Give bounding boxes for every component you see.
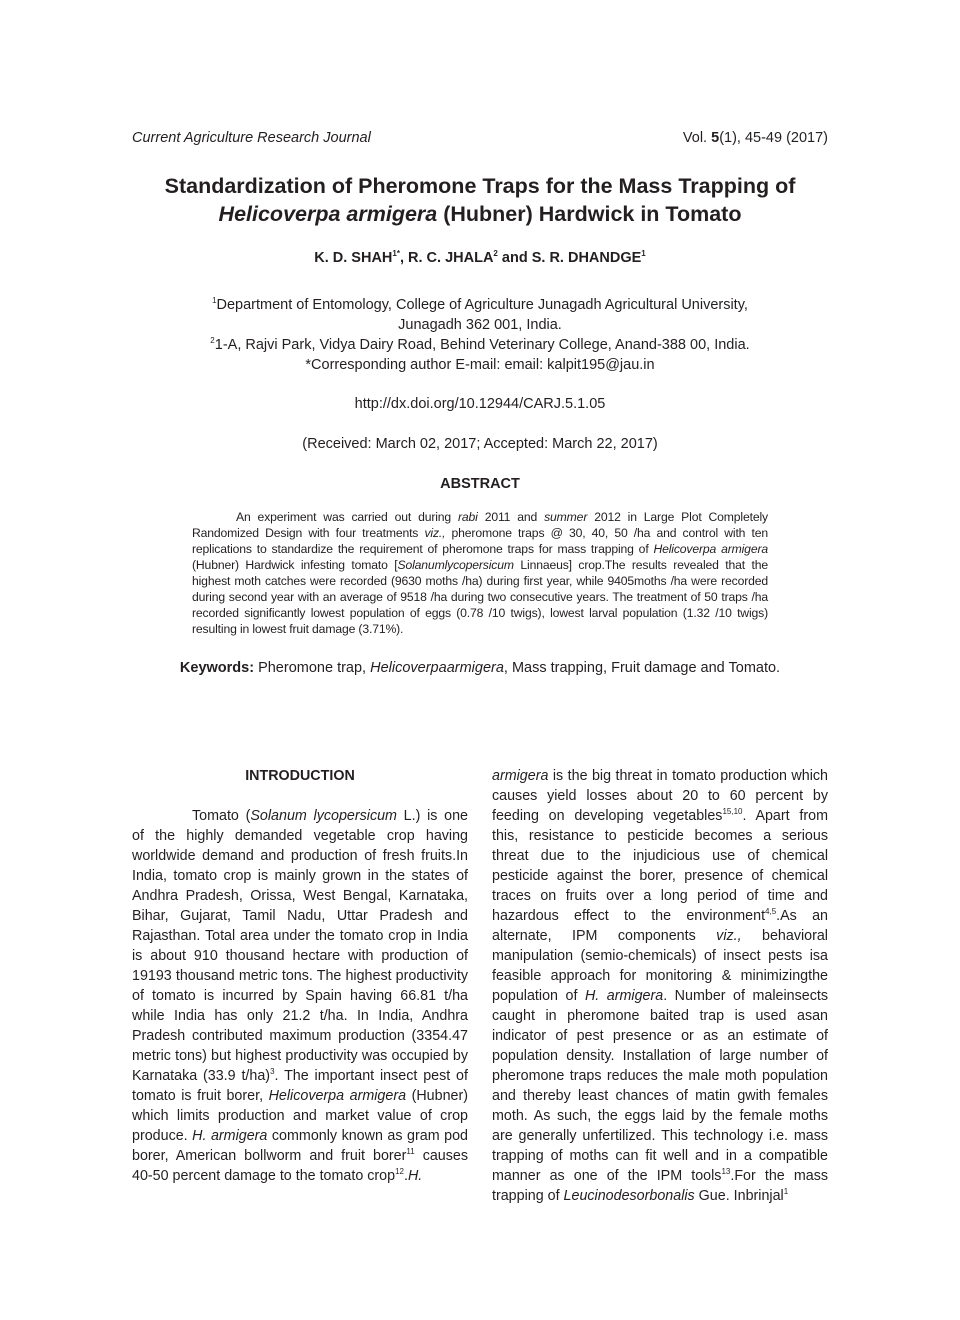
body-column-left: [132, 766, 468, 1186]
abstract-text: An experiment was carried out during rabi 2011 and summer 2012 in Large Plot Completely Randomized Design with four treatments viz., pheromone traps @ 30, 40, 50 /ha and control with ten replications to standardize the requirement of pheromone traps for mass trapping of Helicoverpa armigera (Hubner) Hardwick infesting tomato [Solanumlycopersicum Linnaeus] crop.The results revealed that the highest moth catches were recorded (9630 moths /ha) during first year, while 9405moths /ha were recorded during second year with an average of 9518 /ha during two consecutive years. The treatment of 50 traps /ha recorded significantly lowest population of eggs (0.78 /10 twigs), lowest larval population (1.32 /10 twigs) resulting in lowest fruit damage (3.71%).: [192, 510, 769, 636]
intro-paragraph: Tomato (Solanum lycopersicum L.) is one of the highly demanded vegetable crop having worldwide demand and production of fresh fruits.In India, tomato crop is mainly grown in the states of Andhra Pradesh, Orissa, West Bengal, Karnataka, Bihar, Gujarat, Tamil Nadu, Uttar Pradesh and Rajasthan. Total area under the tomato crop in India is about 910 thousand hectare with production of 19193 thousand metric tons. The highest productivity of tomato is incurred by Spain having 66.81 t/ha while India has only 21.2 t/ha. In India, Andhra Pradesh contributed maximum production (3354.47 metric tons) but highest productivity was occupied by Karnataka (33.9 t/ha)$^3$. The important insect pest of tomato is fruit borer, Helicoverpa armigera (Hubner) which limits production and market value of crop produce. H. armigera commonly known as gram pod borer, American bollworm and fruit borer$^{11}$ causes 40-50 percent damage to the tomato crop$^{12}$.H.: [132, 808, 468, 1184]
body-column-right: [492, 766, 828, 1206]
paper-title: Standardization of Pheromone Traps for the Mass Trapping of Helicoverpa armigera (Hubner) Hardwick in Tomato: [164, 174, 796, 226]
volume-info: Vol. 5(1), 45-49 (2017): [682, 130, 828, 146]
keywords: Keywords: Pheromone trap, Helicoverpaarmigera, Mass trapping, Fruit damage and Tomato.: [179, 660, 781, 676]
section-heading-introduction: INTRODUCTION: [245, 768, 355, 784]
doi-link[interactable]: http://dx.doi.org/10.12944/CARJ.5.1.05: [354, 396, 606, 412]
received-dates: (Received: March 02, 2017; Accepted: March 22, 2017): [302, 436, 658, 452]
affiliations: $^1$Department of Entomology, College of Agriculture Junagadh Agricultural University, Junagadh 362 001, India. $^2$1-A, Rajvi Park, Vidya Dairy Road, Behind Veterinary College, Anand-388 00, India. *Corresponding author E-mail: email: kalpit195@jau.in: [210, 296, 750, 373]
intro-paragraph-continued: armigera is the big threat in tomato production which causes yield losses about 20 to 60 percent by feeding on developing vegetables$^{15,10}$. Apart from this, resistance to pesticide becomes a serious threat due to the injudicious use of chemical pesticide against the borer, presence of chemical traces on fruits over a long period of time and hazardous effect to the environment$^{4,5}$.As an alternate, IPM components viz., behavioral manipulation (semio-chemicals) of insect pests isa feasible approach for monitoring & minimizingthe population of H. armigera. Number of maleinsects caught in pheromone baited trap is used asan indicator of pest presence or as an estimate of population density. Installation of large number of pheromone traps reduces the male moth population and thereby least chances of matin gwith females moth. As such, the eggs laid by the female moths are generally unfertilized. This technology i.e. mass trapping of moths can fit well and in a compatible manner as one of the IPM tools$^{13}$.For the mass trapping of Leucinodesorbonalis Gue. Inbrinjal$^1$: [492, 768, 829, 1204]
abstract-heading: ABSTRACT: [440, 476, 520, 492]
journal-name: Current Agriculture Research Journal: [132, 130, 371, 146]
authors: K. D. $SHAH^{1*}$, R. C. JHALA$^2$ and S. R. DHANDGE$^1$: [314, 249, 646, 266]
